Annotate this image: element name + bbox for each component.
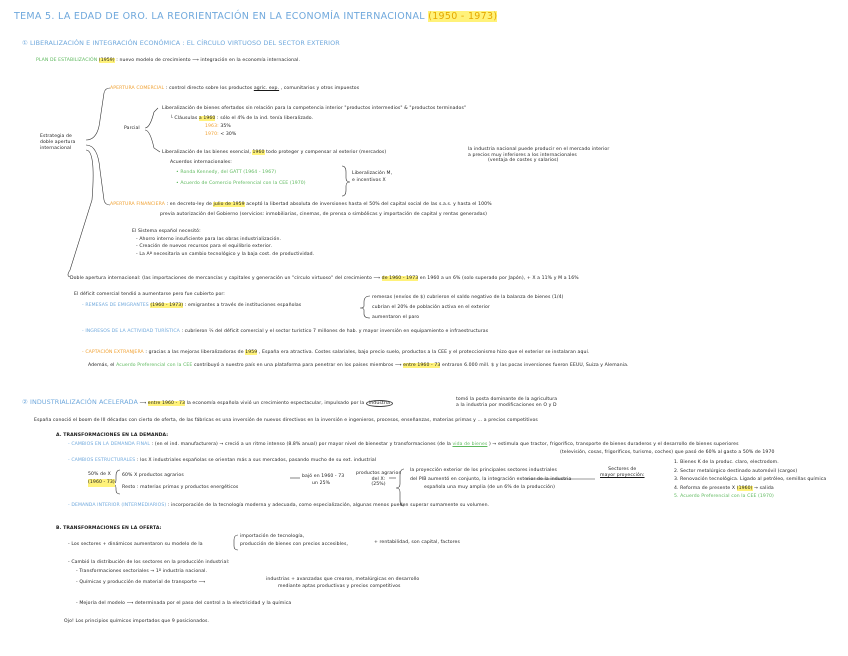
- s2-right: [456, 397, 557, 409]
- x-proyeccion-line: la proyección exterior de los principales sectores industriales: [410, 468, 557, 473]
- parcial-line-1: Liberalización de bienes ofertados sin relación para la competencia interior "productos intermedios" & "productos terminados": [162, 106, 467, 111]
- apertura-financiera-line: [110, 202, 492, 208]
- p4-b: < 30%: [220, 132, 237, 137]
- sector-item: 4. Reforma de presente X: [674, 485, 736, 491]
- apertura-financiera-label: APERTURA FINANCIERA: [110, 202, 165, 207]
- p5-right-line: (ventaja de costes y salarios): [488, 158, 559, 163]
- strategy-label-line: internacional: [40, 146, 72, 151]
- turismo-text: : cubrieron ⅔ del déficit comercial y el sector turístico 7 millones de hab. y mayor inversión en equipamiento e infraestructuras: [181, 329, 489, 334]
- remesas-right-line: cubrían el 20% de población activa en el exterior: [372, 305, 490, 310]
- p3-b: 35%: [220, 124, 231, 129]
- remesas-line: [82, 303, 301, 309]
- demanda-final-text2: ) → estimula que tractor, frigorífico, transporte de bienes duraderos y el desarrollo de bienes superiores: [488, 442, 739, 447]
- parcial-line-3: [205, 124, 231, 130]
- p5-right: [468, 147, 609, 164]
- deficit-line: El déficit comercial tendió a aumentarse pero fue cubierto por:: [74, 292, 225, 297]
- title-main: TEMA 5. LA EDAD DE ORO. LA REORIENTACIÓN EN LA ECONOMÍA INTERNACIONAL: [14, 11, 425, 22]
- ac-note: agríc. exp.: [253, 86, 280, 91]
- x-products: [356, 471, 401, 488]
- demanda-heading: A. TRANSFORMACIONES EN LA DEMANDA:: [56, 433, 169, 438]
- x-change: [302, 473, 344, 487]
- sectores-list: [674, 459, 826, 502]
- af1-b: julio de 1959: [213, 202, 245, 207]
- ac-text: : control directo sobre los productos: [165, 86, 253, 91]
- remesas-right: [372, 293, 564, 323]
- s2-years: entre 1960 - 73: [147, 401, 185, 406]
- sector-item: 3. Renovación tecnológica. Ligado al petróleo, semillas química: [674, 477, 827, 482]
- acuerdos-right-line: Liberalización M,: [352, 171, 393, 176]
- captacion-year: 1959: [245, 350, 258, 355]
- x-block-years: (1960 - 73): [88, 480, 115, 485]
- p2-b: a 1960: [198, 116, 216, 121]
- p5-right-line: a precios muy inferiores a los internacionales: [468, 152, 577, 158]
- oferta-heading: B. TRANSFORMACIONES EN LA OFERTA:: [56, 526, 162, 531]
- s2-text: la economía española vivió un crecimiento espectacular, impulsado por la: [186, 401, 365, 406]
- ac-text2: , comunitarios y otros impuestos: [280, 86, 360, 91]
- af1-a: : en decreto-ley de: [166, 202, 212, 207]
- sistema-line: - Creación de nuevos recursos para el equilibrio exterior.: [136, 244, 273, 250]
- cambios-estructurales-line: [68, 458, 376, 464]
- apertura-financiera-line-2: previa autorización del Gobierno (servicios: inmobiliarias, cinemas, de prensa o simbólicas y importación de capital y rentas generadas): [160, 212, 488, 217]
- s2-arrow: ⟶: [139, 401, 147, 406]
- title-years: (1950 - 1973): [428, 11, 498, 22]
- sectores-label-line: Sectores de: [608, 467, 637, 472]
- plan-text: : nuevo modelo de crecimiento ⟶ integración en la economía internacional.: [116, 58, 301, 63]
- sector-item-year: (1960): [736, 485, 753, 491]
- turismo-line: [82, 329, 488, 335]
- strategy-label-line: doble apertura: [40, 140, 76, 145]
- x-products-line: del X:: [371, 476, 386, 482]
- x-proyeccion-line: española una muy amplia (de un 6% de la producción): [424, 485, 555, 490]
- doble1-b: de 1960 - 1973: [381, 276, 419, 281]
- acuerdos-right-line: e incentivos X: [352, 178, 386, 183]
- oferta-line-1-rent: + rentabilidad, son capital, factores: [374, 540, 460, 545]
- demanda-interior-text: : incorporación de la tecnología moderna y adecuada, como especialización, algunas menos pueden superar sumamente su volumen.: [167, 503, 490, 508]
- section2-heading: ② INDUSTRIALIZACIÓN ACELERADA: [22, 398, 138, 406]
- sectores-label-line: mayor proyección:: [600, 473, 645, 478]
- demanda-final-label: - CAMBIOS EN LA DEMANDA FINAL: [68, 442, 151, 447]
- demanda-final-line-2: (televisión, cosas, frigoríficos, turismo, coches) que pasó de 60% al gasto a 50% de 1970: [560, 450, 775, 455]
- sectores-label: [600, 467, 645, 479]
- cambios-estructurales-text: : los X industriales españolas se orientan más a sus mercados, pasando mucho de su ext. industrial: [136, 458, 377, 463]
- x-proyeccion-line: del PIB aumentó en conjunto, la integración exterior de la industria: [410, 476, 572, 482]
- oferta-line-4-right-line: industrias + avanzadas que crearon, metalúrgicas en desarrollo: [266, 577, 420, 582]
- x-composition-line: 60% X productos agrarios: [122, 473, 184, 478]
- oferta-line-1-right: [240, 533, 348, 549]
- demanda-interior-line: [68, 503, 489, 509]
- remesas-right-line: aumentaron el paro: [372, 315, 420, 320]
- plan-year: (1959): [98, 58, 115, 63]
- acuerdo-kennedy: • Ronda Kennedy, del GATT (1964 - 1967): [176, 170, 277, 175]
- x-products-line: (25%): [371, 482, 386, 487]
- sistema-line: - La Aª necesitaría un cambio tecnológico y la baja cost. de productividad.: [136, 251, 315, 257]
- parcial-line-5: [162, 150, 386, 156]
- oferta-line-5: - Mejoría del modelo ⟶ determinada por el paso del control a la electricidad y la química: [76, 601, 292, 606]
- ojo-note: Ojo! Los principios químicos importados que 9 posicionados.: [64, 619, 210, 624]
- x-change-value: un 25%: [312, 481, 331, 486]
- apertura-comercial-label: APERTURA COMERCIAL: [110, 86, 165, 91]
- s2-right-line: tomó la posta dominante de la agricultura: [456, 397, 558, 402]
- oferta-right-line: importación de tecnología,: [240, 534, 305, 539]
- p5-a: Liberalización de las bienes esencial,: [162, 150, 251, 155]
- sistema-line: El Sistema español necesitó:: [132, 229, 201, 234]
- captacion-label: - CAPTACIÓN EXTRANJERA: [82, 350, 144, 355]
- oferta-line-1: - Los sectores + dinámicos aumentaron su modelo de la: [68, 542, 203, 547]
- section2-heading-line: [22, 399, 393, 407]
- x-block-line: 50% de X: [88, 472, 111, 477]
- ademas-years: entre 1960 - 73: [403, 363, 441, 368]
- remesas-text: : emigrantes a través de instituciones españolas: [184, 303, 302, 308]
- oferta-line-4-right: [266, 576, 419, 590]
- page-title: [14, 11, 498, 22]
- plan-name: PLAN DE ESTABILIZACIÓN: [36, 58, 98, 63]
- x-composition: [122, 470, 238, 494]
- captacion-line: [82, 350, 589, 356]
- plan-line: [36, 58, 300, 64]
- doble1-c: en 1960 a un 6% (solo superado por Japón), + X a 11% y M a 16%: [419, 276, 579, 281]
- remesas-label: - REMESAS DE EMIGRANTES: [82, 303, 149, 308]
- p2-a: └ Cláusulas: [170, 116, 198, 121]
- turismo-label: - INGRESOS DE LA ACTIVIDAD TURÍSTICA: [82, 329, 180, 334]
- ademas-c: contribuyó a nuestro país en una plataforma para penetrar en los países miembros ⟶: [193, 363, 402, 368]
- demanda-interior-label: - DEMANDA INTERIOR (INTERMEDIARIOS): [68, 503, 167, 508]
- x-block: [88, 471, 115, 487]
- acuerdos-label: Acuerdos internacionales:: [170, 160, 232, 165]
- sector-item-note: → salida: [754, 485, 774, 491]
- ademas-acuerdo: Acuerdo Preferencial con la CEE: [116, 363, 193, 368]
- p2-c: : sólo el 4% de la ind. tenía liberalizado.: [217, 116, 314, 121]
- acuerdo-cee: • Acuerdo de Comercio Preferencial con la CEE (1970): [176, 181, 306, 186]
- parcial-label: Parcial: [124, 126, 140, 131]
- parcial-line-4: [205, 132, 236, 138]
- ademas-e: entraron 6.000 mill. $ y las pocas inversiones fueron EEUU, Suiza y Alemania.: [441, 363, 629, 368]
- sector-item: 5. Acuerdo Preferencial con la CEE (1970): [674, 494, 774, 499]
- p5-c: todo proteger y compensar al exterior (mercados): [266, 150, 387, 155]
- oferta-right-line: producción de bienes con precios accesibles,: [240, 542, 349, 547]
- strategy-label-line: Estrategia de: [40, 134, 72, 139]
- sector-item: 1. Bienes K de la produc. claro, electrodom.: [674, 460, 779, 465]
- x-change-text: bajó en 1960 - 73: [302, 474, 345, 479]
- x-composition-line: Resto : materias primas y productos energéticos: [122, 485, 239, 490]
- section1-heading: ① LIBERALIZACIÓN E INTEGRACIÓN ECONÓMICA : EL CÍRCULO VIRTUOSO DEL SECTOR EXTERIOR: [22, 39, 340, 47]
- p5-right-line: la industria nacional puede producir en el mercado interior: [468, 147, 610, 152]
- s2-intro: España conoció el boom de III décadas con cierto de oferta, de las fábricas es una inversión de nuevos directivos en la inversión e ingenieros, procesos, enseñanzas, materias primas y ... a precios competitivos: [34, 418, 538, 423]
- parcial-line-2: [170, 116, 313, 122]
- x-products-line: productos agrarios: [356, 471, 401, 476]
- acuerdos-right: [352, 170, 392, 184]
- demanda-final-text: : (en el ind. manufacturera) → creció a un ritmo intenso (8.8% anual) por mayor nivel de bienestar y transformaciones (de la: [151, 442, 451, 447]
- demanda-final-line: [68, 442, 739, 448]
- captacion-text2: , España era atractiva. Costes salariales, bajo precio suelo, productos a la CEE y el proteccionismo hizo que el exterior se instalaran aquí.: [258, 350, 590, 355]
- captacion-text: : gracias a las mejoras liberalizadoras de: [145, 350, 244, 355]
- sistema-line: - Ahorro interno insuficiente para las obras industrialización.: [136, 236, 282, 242]
- remesas-years: (1960 - 1973): [150, 303, 184, 308]
- doble1-a: Doble apertura internacional: (las importaciones de mercancías y capitales y generación un "círculo virtuoso" del crecimiento ⟶: [70, 276, 381, 281]
- cambios-estructurales-label: - CAMBIOS ESTRUCTURALES: [68, 458, 136, 463]
- af1-c: aceptó la libertad absoluta de inversiones hasta el 50% del capital social de las s.a.s. y hasta el 100%: [246, 202, 492, 207]
- demanda-final-vida: vida de bienes: [452, 442, 488, 447]
- oferta-line-4: - Químicas y producción de material de transporte ⟶: [76, 580, 206, 585]
- s2-right-line: a la industria por modificaciones en O y D: [456, 403, 557, 408]
- doble-apertura-line: [70, 276, 579, 282]
- oferta-line-2: - Cambió la distribución de los sectores en la producción industrial:: [68, 560, 230, 565]
- p5-b: 1960: [252, 150, 265, 155]
- x-proyeccion: [410, 467, 571, 493]
- strategy-label: [40, 134, 75, 152]
- p4-a: 1970:: [205, 132, 219, 137]
- apertura-comercial-line: [110, 86, 359, 92]
- remesas-right-line: remesas (envíos de $) cubrieron el saldo negativo de la balanza de bienes (1/4): [372, 295, 564, 300]
- ademas-a: Además, el: [88, 363, 115, 368]
- oferta-line-4-right-line: mediante aptas productivas y precios competitivos: [278, 584, 401, 589]
- sistema-espanol: [132, 228, 314, 258]
- ademas-line: [88, 363, 629, 369]
- oferta-line-3: - Transformaciones sectoriales → 1º industria nacional.: [76, 569, 208, 574]
- p3-a: 1963:: [205, 124, 219, 129]
- sector-item: 2. Sector metalúrgico destinado automóvil (cargos): [674, 468, 798, 474]
- s2-industria: industria: [366, 400, 393, 407]
